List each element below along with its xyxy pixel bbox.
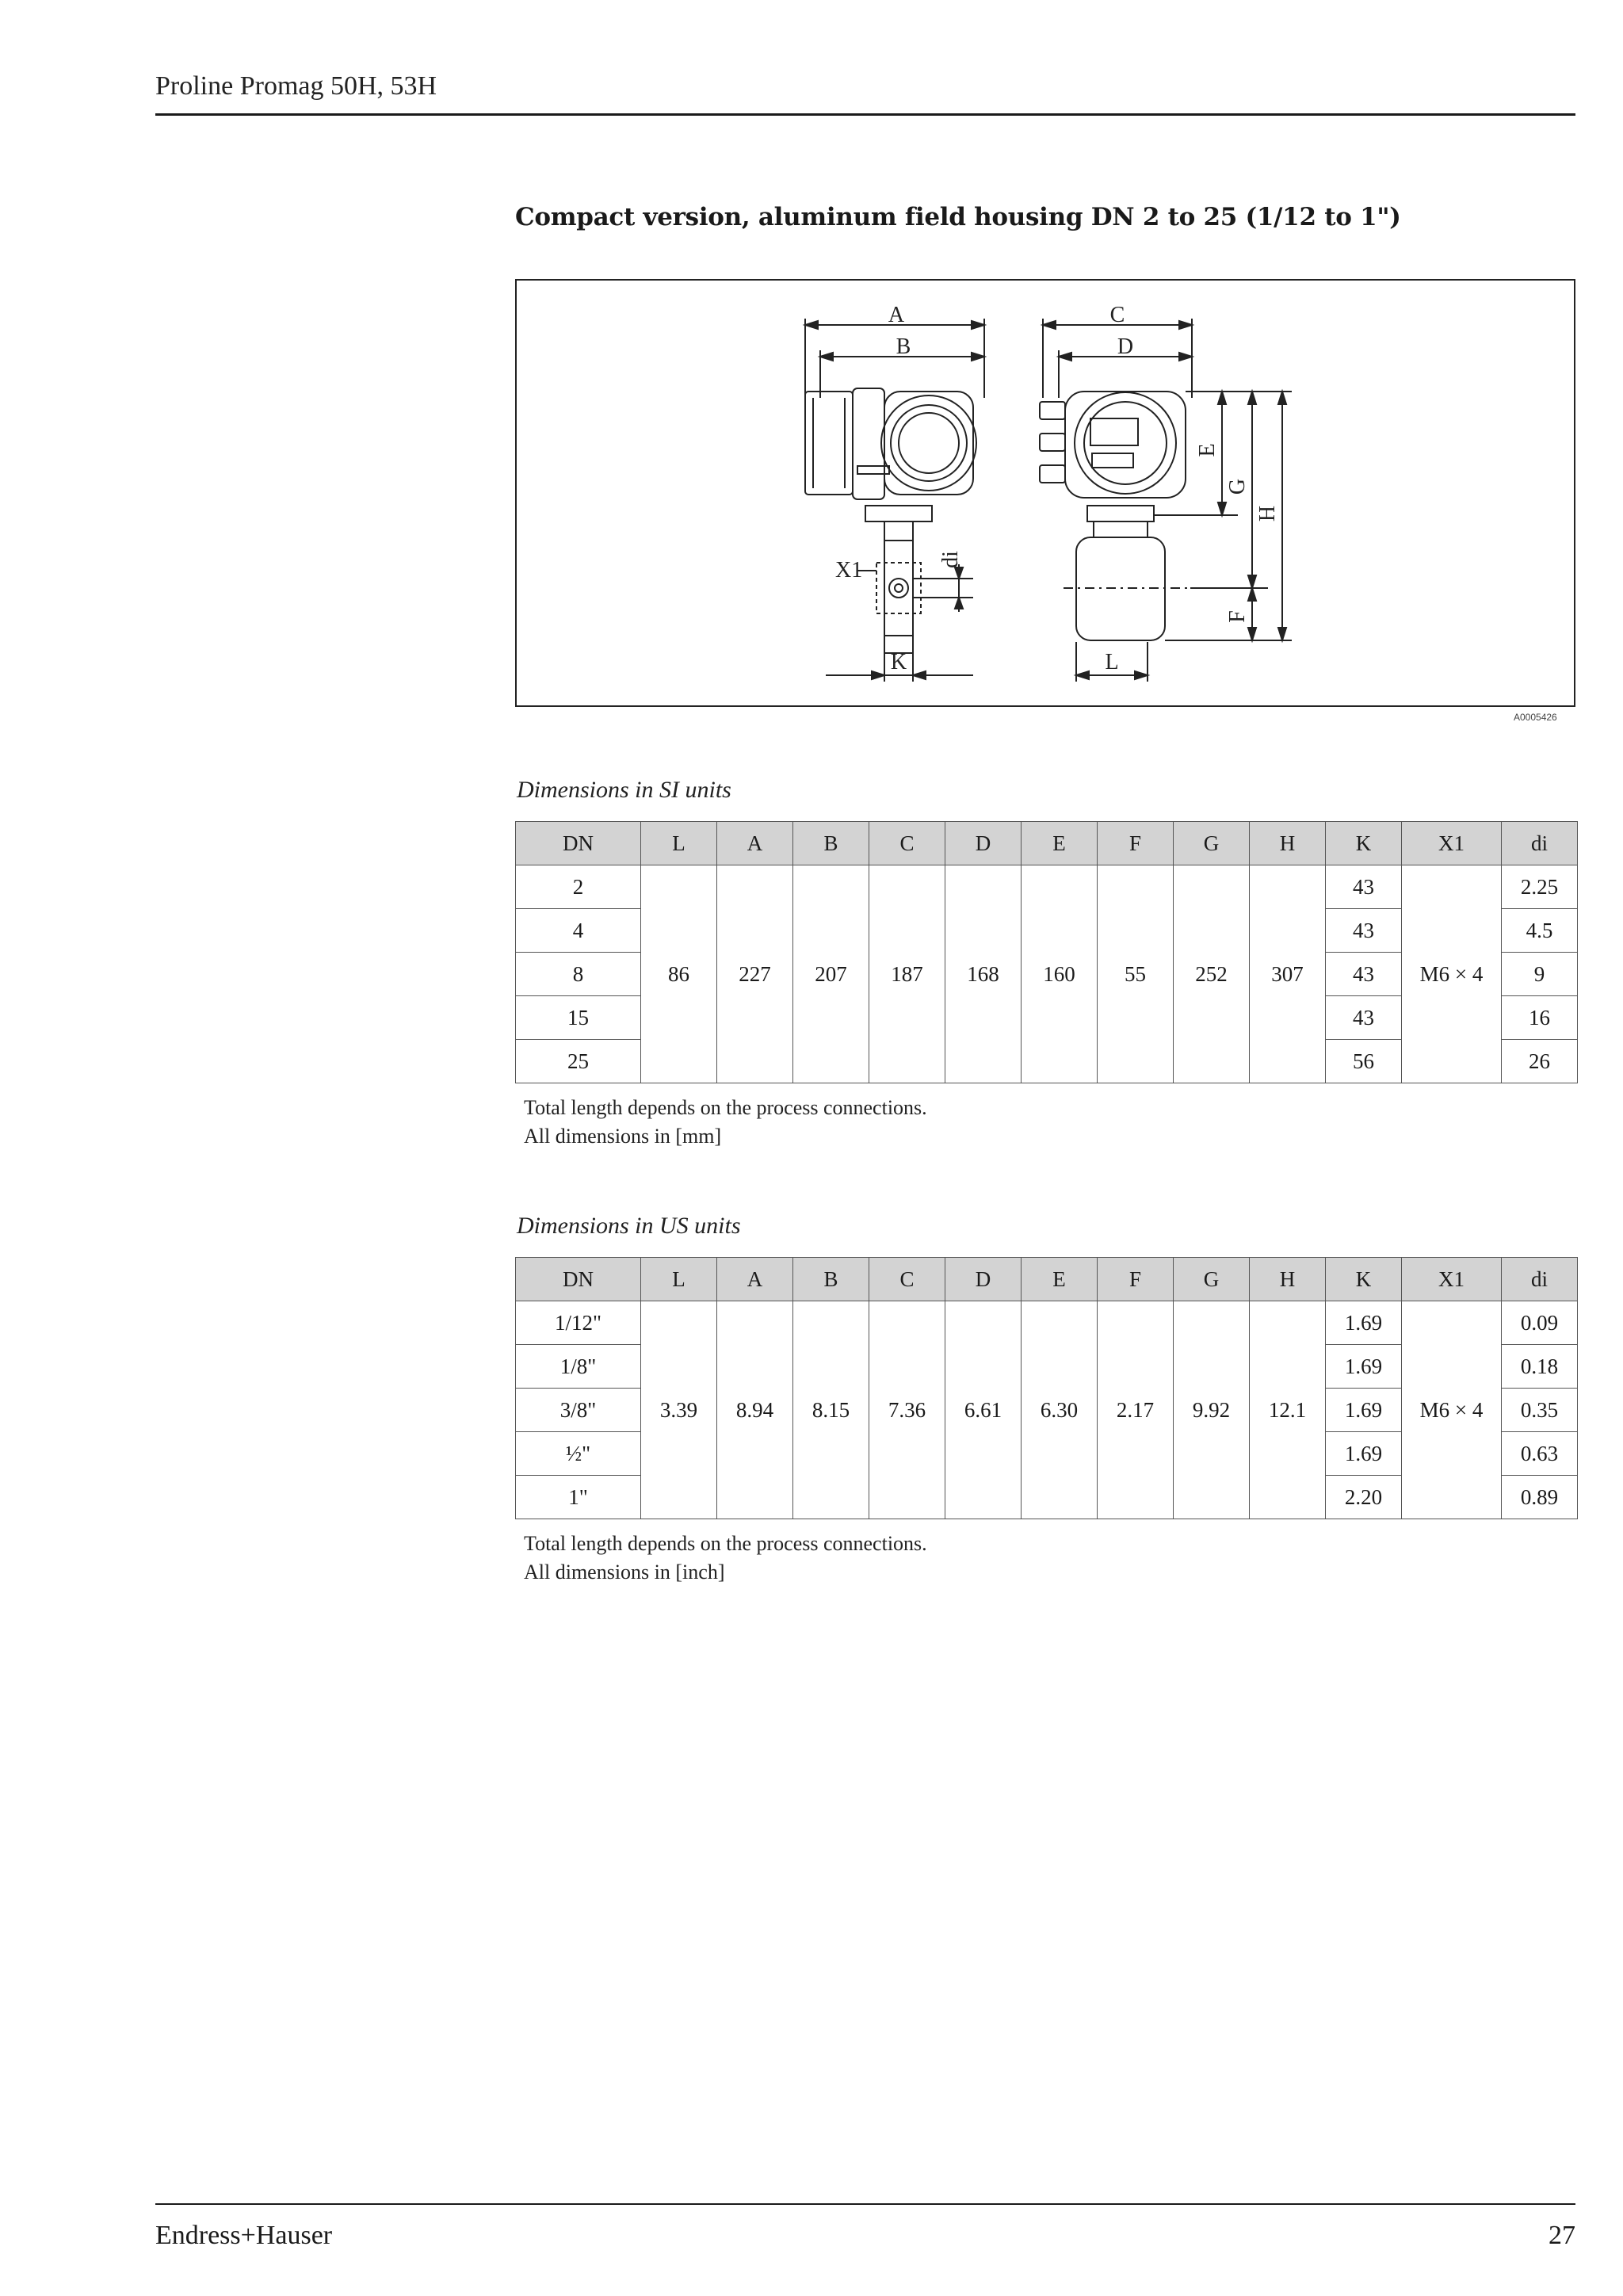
cell-f: 2.17 bbox=[1098, 1301, 1174, 1519]
header-k: K bbox=[1326, 822, 1402, 865]
header-di: di bbox=[1502, 822, 1578, 865]
cell-b: 207 bbox=[793, 865, 869, 1083]
table-row bbox=[516, 1301, 1578, 1345]
cell-k: 1.69 bbox=[1326, 1389, 1402, 1432]
dimension-drawing bbox=[515, 279, 1575, 707]
label-b: B bbox=[896, 334, 911, 359]
note-line: Total length depends on the process connections. bbox=[524, 1096, 927, 1119]
note-line: All dimensions in [inch] bbox=[524, 1561, 725, 1584]
cell-dn: 8 bbox=[516, 953, 641, 996]
cell-dn: 1/12" bbox=[516, 1301, 641, 1345]
document-title: Proline Promag 50H, 53H bbox=[155, 71, 437, 101]
cell-b: 8.15 bbox=[793, 1301, 869, 1519]
cell-g: 9.92 bbox=[1174, 1301, 1250, 1519]
cell-di: 2.25 bbox=[1502, 865, 1578, 909]
us-header-row bbox=[516, 1258, 1578, 1301]
header-rule bbox=[155, 113, 1575, 116]
footer-rule bbox=[155, 2203, 1575, 2205]
label-e: E bbox=[1195, 443, 1220, 457]
dimension-di bbox=[913, 564, 973, 612]
header-b: B bbox=[793, 822, 869, 865]
header-x1: X1 bbox=[1402, 1258, 1502, 1301]
label-g: G bbox=[1225, 478, 1250, 495]
cell-k: 43 bbox=[1326, 953, 1402, 996]
header-x1: X1 bbox=[1402, 822, 1502, 865]
cell-di: 26 bbox=[1502, 1040, 1578, 1083]
cell-d: 6.61 bbox=[945, 1301, 1022, 1519]
header-f: F bbox=[1098, 822, 1174, 865]
cell-h: 307 bbox=[1250, 865, 1326, 1083]
header-h: H bbox=[1250, 822, 1326, 865]
cell-k: 1.69 bbox=[1326, 1432, 1402, 1476]
cell-h: 12.1 bbox=[1250, 1301, 1326, 1519]
us-notes bbox=[524, 1530, 927, 1587]
cell-k: 56 bbox=[1326, 1040, 1402, 1083]
cell-dn: 25 bbox=[516, 1040, 641, 1083]
header-g: G bbox=[1174, 822, 1250, 865]
cell-e: 160 bbox=[1022, 865, 1098, 1083]
cell-l: 86 bbox=[641, 865, 717, 1083]
table-row bbox=[516, 865, 1578, 909]
note-line: All dimensions in [mm] bbox=[524, 1125, 722, 1148]
header-e: E bbox=[1022, 822, 1098, 865]
cell-di: 4.5 bbox=[1502, 909, 1578, 953]
cell-k: 1.69 bbox=[1326, 1345, 1402, 1389]
cell-di: 0.63 bbox=[1502, 1432, 1578, 1476]
label-h: H bbox=[1255, 505, 1280, 522]
header-e: E bbox=[1022, 1258, 1098, 1301]
header-l: L bbox=[641, 1258, 717, 1301]
cell-dn: ½" bbox=[516, 1432, 641, 1476]
header-di: di bbox=[1502, 1258, 1578, 1301]
cell-a: 227 bbox=[717, 865, 793, 1083]
cell-k: 43 bbox=[1326, 909, 1402, 953]
header-a: A bbox=[717, 1258, 793, 1301]
us-dimensions-table bbox=[515, 1257, 1578, 1519]
cell-g: 252 bbox=[1174, 865, 1250, 1083]
cell-di: 0.89 bbox=[1502, 1476, 1578, 1519]
cell-d: 168 bbox=[945, 865, 1022, 1083]
note-line: Total length depends on the process connections. bbox=[524, 1532, 927, 1555]
cell-dn: 3/8" bbox=[516, 1389, 641, 1432]
header-dn: DN bbox=[516, 822, 641, 865]
header-c: C bbox=[869, 822, 945, 865]
header-dn: DN bbox=[516, 1258, 641, 1301]
si-dimensions-table bbox=[515, 821, 1578, 1083]
header-b: B bbox=[793, 1258, 869, 1301]
us-table-caption: Dimensions in US units bbox=[517, 1213, 741, 1239]
header-f: F bbox=[1098, 1258, 1174, 1301]
cell-di: 16 bbox=[1502, 996, 1578, 1040]
left-view-housing bbox=[805, 388, 976, 653]
header-k: K bbox=[1326, 1258, 1402, 1301]
dimension-drawing-svg bbox=[517, 281, 1575, 707]
label-a: A bbox=[888, 303, 905, 327]
si-table-caption: Dimensions in SI units bbox=[517, 777, 731, 803]
header-d: D bbox=[945, 822, 1022, 865]
cell-dn: 2 bbox=[516, 865, 641, 909]
cell-x1: M6 × 4 bbox=[1402, 1301, 1502, 1519]
cell-f: 55 bbox=[1098, 865, 1174, 1083]
header-d: D bbox=[945, 1258, 1022, 1301]
cell-k: 1.69 bbox=[1326, 1301, 1402, 1345]
cell-x1: M6 × 4 bbox=[1402, 865, 1502, 1083]
label-l: L bbox=[1105, 650, 1119, 674]
cell-dn: 15 bbox=[516, 996, 641, 1040]
cell-di: 0.09 bbox=[1502, 1301, 1578, 1345]
cell-l: 3.39 bbox=[641, 1301, 717, 1519]
cell-dn: 4 bbox=[516, 909, 641, 953]
section-title: Compact version, aluminum field housing DN 2 to 25 (1/12 to 1") bbox=[515, 203, 1401, 231]
footer-brand: Endress+Hauser bbox=[155, 2221, 333, 2250]
cell-dn: 1/8" bbox=[516, 1345, 641, 1389]
cell-di: 0.18 bbox=[1502, 1345, 1578, 1389]
cell-c: 187 bbox=[869, 865, 945, 1083]
header-h: H bbox=[1250, 1258, 1326, 1301]
cell-di: 0.35 bbox=[1502, 1389, 1578, 1432]
label-d: D bbox=[1117, 334, 1134, 359]
cell-k: 43 bbox=[1326, 996, 1402, 1040]
cell-a: 8.94 bbox=[717, 1301, 793, 1519]
label-f: F bbox=[1225, 610, 1250, 623]
header-g: G bbox=[1174, 1258, 1250, 1301]
page-number: 27 bbox=[1549, 2221, 1575, 2250]
cell-e: 6.30 bbox=[1022, 1301, 1098, 1519]
si-header-row bbox=[516, 822, 1578, 865]
cell-c: 7.36 bbox=[869, 1301, 945, 1519]
label-c: C bbox=[1109, 303, 1125, 327]
label-k: K bbox=[890, 650, 907, 674]
figure-id: A0005426 bbox=[1514, 712, 1557, 723]
header-l: L bbox=[641, 822, 717, 865]
si-notes bbox=[524, 1094, 927, 1151]
cell-di: 9 bbox=[1502, 953, 1578, 996]
header-c: C bbox=[869, 1258, 945, 1301]
label-di: di bbox=[938, 551, 963, 568]
cell-dn: 1" bbox=[516, 1476, 641, 1519]
cell-k: 2.20 bbox=[1326, 1476, 1402, 1519]
cell-k: 43 bbox=[1326, 865, 1402, 909]
header-a: A bbox=[717, 822, 793, 865]
label-x1: X1 bbox=[835, 558, 863, 583]
